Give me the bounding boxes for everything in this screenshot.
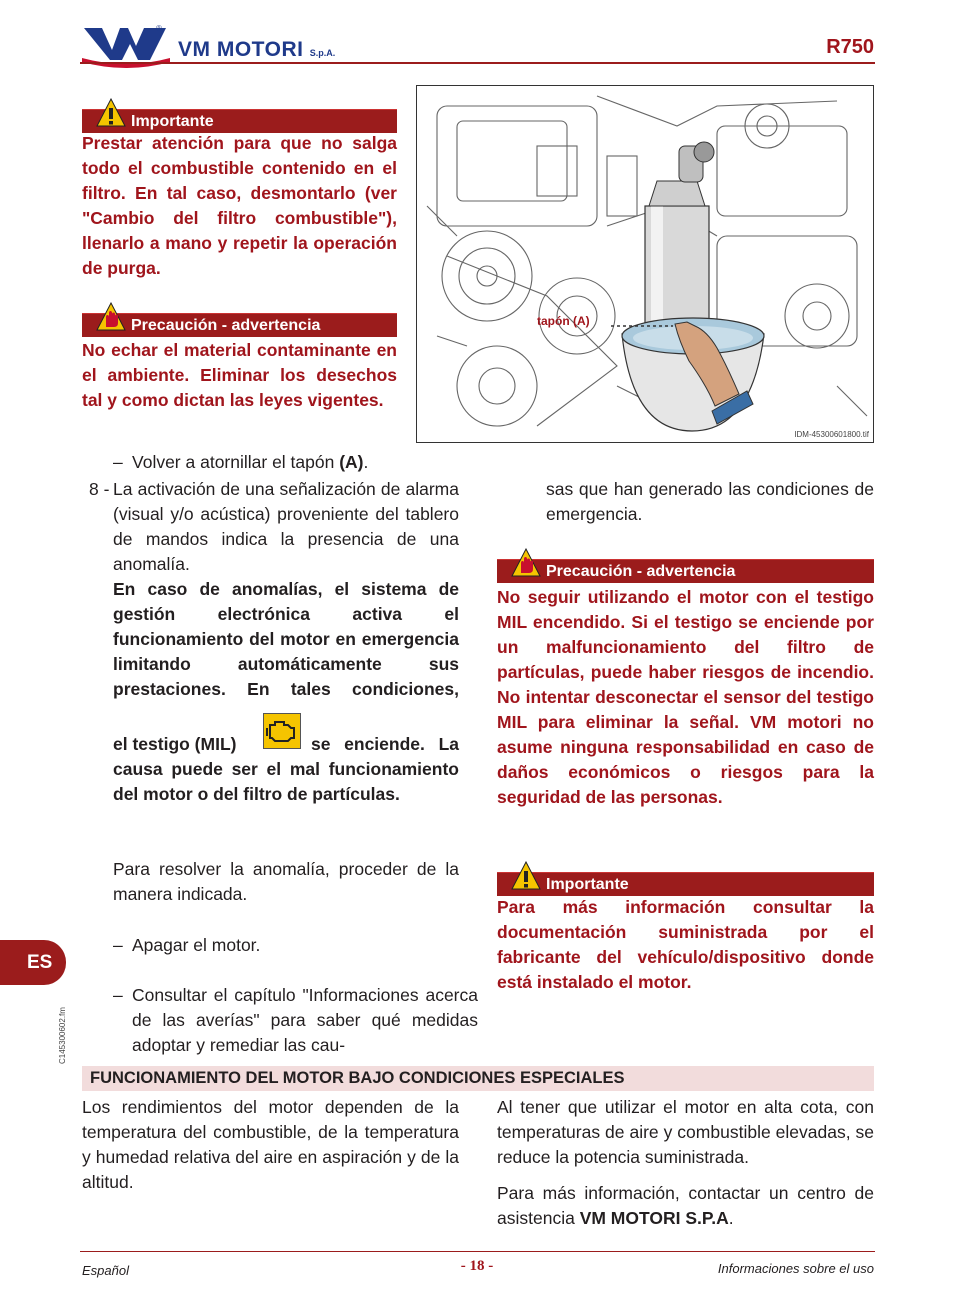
- brand-text: VM MOTORI: [178, 38, 304, 61]
- figure-callout: tapón (A): [537, 314, 590, 328]
- banner-label: Precaución - advertencia: [546, 563, 736, 580]
- mil-consequence: se enciende. La causa puede ser el mal funcionamiento del motor o del filtro de partículas.: [113, 734, 459, 804]
- footer-rule: [80, 1251, 875, 1252]
- step8-bold-b: [113, 732, 459, 807]
- hand-stop-icon: [511, 548, 541, 578]
- company-name: VM MOTORI S.P.A: [579, 1208, 729, 1228]
- model-code: R750: [826, 36, 874, 58]
- footer-chapter: Informaciones sobre el uso: [717, 1261, 874, 1276]
- step8-text: La activación de una señalización de alarma (visual y/o acústica) proveniente del tablero de mandos indica la presencia de una anomalía.: [113, 479, 459, 574]
- banner-label: Importante: [546, 876, 629, 893]
- header: [0, 0, 954, 70]
- hand-stop-icon: [96, 302, 126, 332]
- importante-banner-1: [82, 109, 397, 133]
- engine-illustration: [417, 86, 873, 442]
- mil-label: el testigo (MIL): [113, 734, 237, 754]
- header-rule: [80, 62, 875, 64]
- figure-image-id: IDM-45300601800.tif: [794, 430, 869, 439]
- step-retighten-cap: [113, 450, 478, 475]
- step-stop-engine-text: Apagar el motor.: [132, 935, 261, 955]
- step-consult-text: Consultar el capítulo "Informaciones acerca de las averías" para saber qué medidas adoptar y remediar las cau-: [132, 985, 478, 1055]
- importante-text-2: Para más información consultar la documentación suministrada por el fabricante del vehículo/dispositivo donde está instalado el motor.: [497, 897, 874, 992]
- step-retighten-text: Volver a atornillar el tapón: [132, 452, 340, 472]
- brand-name: [178, 38, 335, 62]
- banner-label: Importante: [131, 113, 214, 130]
- warning-icon: [96, 98, 126, 128]
- engine-figure: [416, 85, 874, 443]
- contact-end: .: [728, 1208, 734, 1228]
- precaucion-text-1: No echar el material contaminante en el ambiente. Eliminar los desechos tal y como dictan las leyes vigentes.: [82, 340, 397, 410]
- brand-suffix: S.p.A.: [309, 48, 336, 58]
- step-retighten-ref: (A): [339, 452, 364, 472]
- warning-icon: [511, 861, 541, 891]
- file-code: C145300602.fm: [58, 1007, 67, 1064]
- resolve-text: Para resolver la anomalía, proceder de la manera indicada.: [113, 859, 459, 904]
- precaucion-banner-1: [82, 313, 397, 337]
- footer-language: Español: [82, 1263, 129, 1278]
- step-retighten-end: .: [363, 452, 369, 472]
- section-right-paragraph-1: Al tener que utilizar el motor en alta cota, con temperaturas de aire y combustible elevadas, se reduce la potencia suministrada.: [497, 1097, 874, 1167]
- section-left-paragraph: Los rendimientos del motor dependen de la temperatura del combustible, de la temperatura y humedad relativa del aire en aspiración y de la altitud.: [82, 1097, 459, 1192]
- step8-bold-a: En caso de anomalías, el sistema de gestión electrónica activa el funcionamiento del motor en emergencia limitando automáticamente sus prestaciones. En tales condiciones,: [113, 579, 459, 699]
- section-heading: FUNCIONAMIENTO DEL MOTOR BAJO CONDICIONES ESPECIALES: [82, 1066, 874, 1091]
- page-number: - 18 -: [460, 1258, 494, 1274]
- logo-registered-mark: ®: [156, 24, 162, 33]
- consult-continued: sas que han generado las condiciones de emergencia.: [546, 479, 874, 524]
- importante-banner-2: [497, 872, 874, 896]
- importante-text-1: Prestar atención para que no salga todo el combustible contenido en el filtro. En tal caso, desmontarlo (ver "Cambio del filtro combustible"), llenarlo a mano y repetir la operación de purga.: [82, 133, 397, 278]
- step8-number: 8 -: [89, 479, 110, 499]
- language-tab: ES: [0, 940, 66, 985]
- precaucion-banner-2: [497, 559, 874, 583]
- banner-label: Precaución - advertencia: [131, 317, 321, 334]
- step-consult-chapter: [113, 983, 478, 1058]
- contact-text: Para más información, contactar un centro de asistencia: [497, 1183, 874, 1228]
- section-right-paragraph-2: [497, 1181, 874, 1231]
- step-stop-engine: [113, 933, 478, 958]
- precaucion-text-2: No seguir utilizando el motor con el testigo MIL encendido. Si el testigo se enciende por un malfuncionamiento del filtro de partículas, puede haber riesgos de incendio. No intentar desconectar el sensor del testigo MIL para eliminar la señal. VM motori no asume ninguna responsabilidad en caso de daños económicos o riesgos para la seguridad de las personas.: [497, 587, 874, 807]
